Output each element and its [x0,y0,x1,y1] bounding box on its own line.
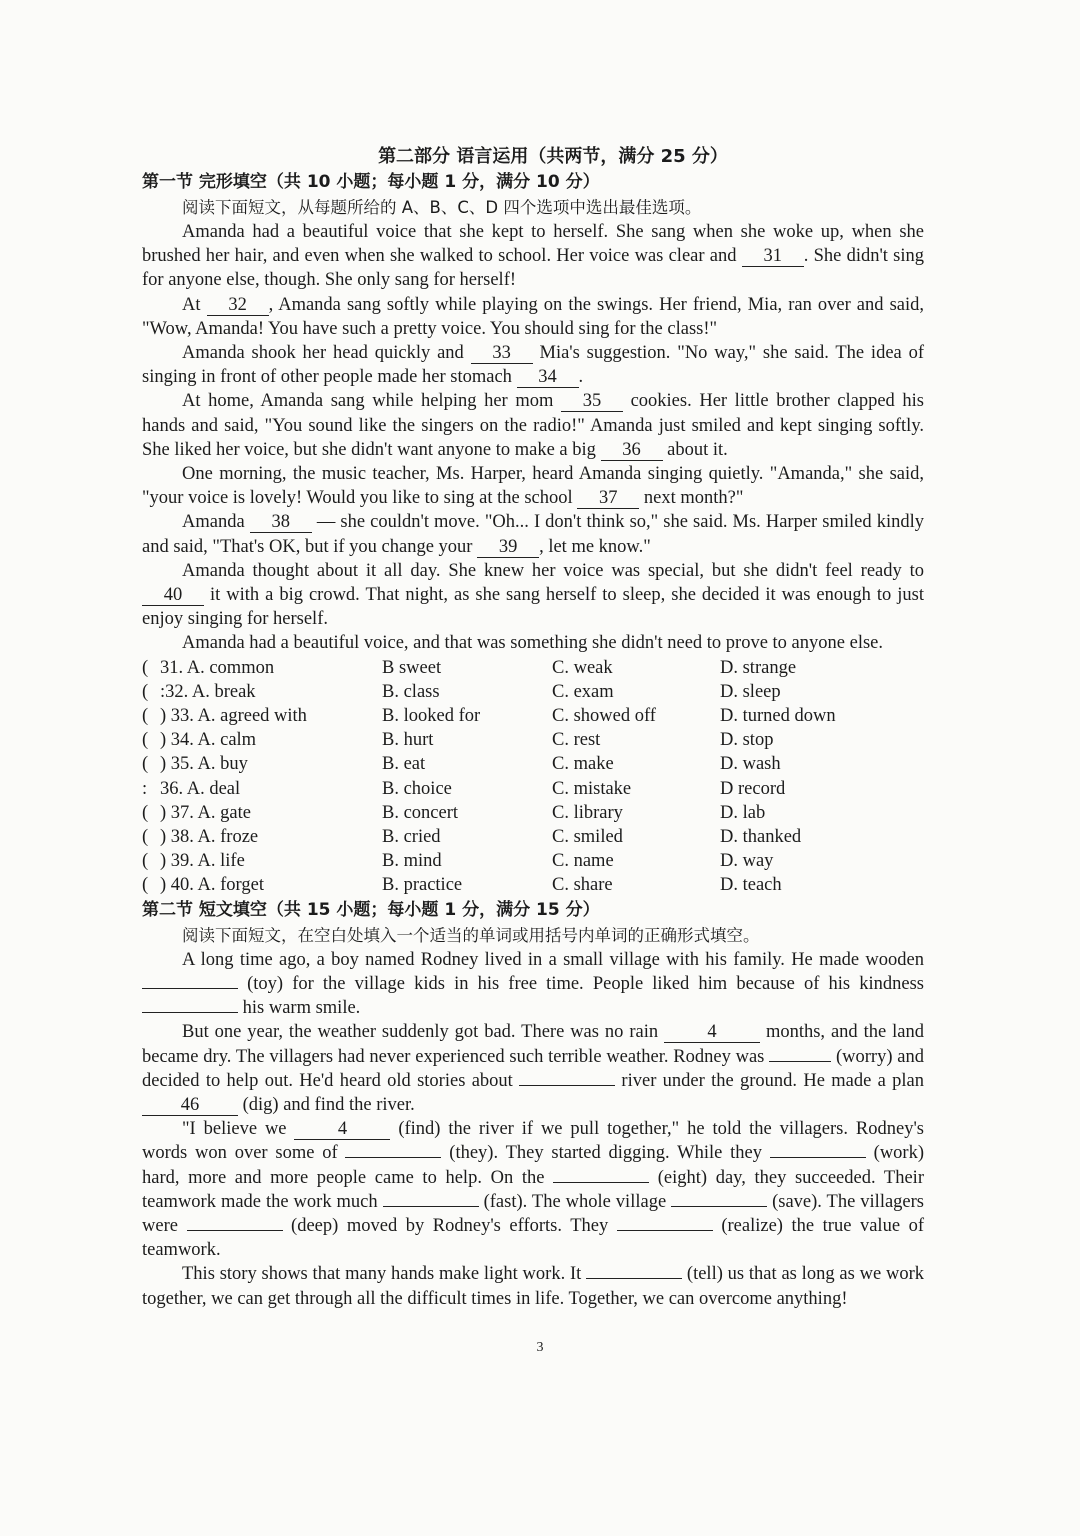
blank-49[interactable] [770,1157,866,1158]
option-b[interactable]: B. mind [382,851,442,872]
answer-paren[interactable]: ( [142,681,149,702]
blank-48[interactable] [345,1157,441,1158]
option-row [142,873,924,897]
text: , Amanda sang softly while playing on the swings. Her friend, Mia, ran over and said, "Wow, Amanda! You have such a pretty voice. You should sing for the class!" [142,294,924,339]
option-b[interactable]: B. concert [382,802,459,823]
option-a[interactable]: :32. A. break [160,681,256,702]
text: about it. [662,439,728,460]
text: "I believe we [182,1119,295,1140]
option-a[interactable]: ) 33. A. agreed with [160,706,307,727]
option-c[interactable]: C. share [552,875,613,896]
blank-42[interactable] [142,1012,238,1013]
cloze-paragraph-4 [142,389,924,462]
blank-33[interactable]: 33 [471,344,533,364]
option-d[interactable]: D. stop [720,730,774,751]
blank-55[interactable] [586,1278,682,1279]
option-c[interactable]: C. weak [552,657,613,678]
blank-40[interactable]: 40 [142,586,204,606]
option-a[interactable]: 36. A. deal [160,778,241,799]
option-b[interactable]: B. eat [382,754,426,775]
answer-paren[interactable]: ( [142,875,149,896]
text: Mia's suggestion. "No way," she said. The idea of singing in front of other people made her stomach [142,343,924,388]
option-c[interactable]: C. exam [552,681,614,702]
blank-38[interactable]: 38 [250,513,312,533]
option-b[interactable]: B. practice [382,875,463,896]
text: (they). They started digging. While they [441,1143,770,1164]
blank-31[interactable]: 31 [742,247,804,267]
blank-46[interactable]: 46 [142,1096,238,1116]
blank-39[interactable]: 39 [477,538,539,558]
option-b[interactable]: B. cried [382,827,441,848]
fill-paragraph-1 [142,948,924,1021]
option-c[interactable]: C. mistake [552,778,632,799]
text: . She didn't sing for anyone else, though. She only sang for herself! [142,246,925,291]
option-d[interactable]: D. teach [720,875,782,896]
option-row [142,825,924,849]
text: . [578,367,584,388]
text: next month?" [639,488,744,509]
blank-53[interactable] [187,1230,283,1231]
blank-34[interactable]: 34 [517,368,579,388]
option-c[interactable]: C. rest [552,730,601,751]
text: A long time ago, a boy named Rodney lived in a small village with his family. He made wooden [182,949,924,970]
blank-54[interactable] [617,1230,713,1231]
option-c[interactable]: C. make [552,754,614,775]
fill-paragraph-4 [142,1262,924,1310]
option-row [142,752,924,776]
text: At [182,294,207,315]
option-c[interactable]: C. name [552,851,614,872]
option-c[interactable]: C. showed off [552,706,656,727]
answer-paren[interactable]: ( [142,827,149,848]
text: (dig) and find the river. [238,1094,415,1115]
text: (deep) moved by Rodney's efforts. They [282,1215,617,1236]
answer-paren[interactable]: ( [142,730,149,751]
blank-35[interactable]: 35 [561,392,623,412]
section2-heading: 第二节 短文填空（共 15 小题；每小题 1 分，满分 15 分） [142,899,600,920]
fill-paragraph-3 [142,1117,924,1262]
blank-50[interactable] [553,1182,649,1183]
option-b[interactable]: B. choice [382,778,452,799]
section1-instructions: 阅读下面短文，从每题所给的 A、B、C、D 四个选项中选出最佳选项。 [182,198,702,217]
option-d[interactable]: D. turned down [720,706,836,727]
text: it with a big crowd. That night, as she sang herself to sleep, she decided it was enough to just enjoy singing for herself. [142,585,924,630]
part-title: 第二部分 语言运用（共两节，满分 25 分） [378,146,728,167]
option-b[interactable]: B sweet [382,657,442,678]
option-d[interactable]: D record [720,778,786,799]
text: Amanda shook her head quickly and [182,343,471,364]
option-c[interactable]: C. smiled [552,827,623,848]
option-a[interactable]: ) 40. A. forget [160,875,264,896]
page-number: 3 [536,1340,544,1355]
option-c[interactable]: C. library [552,802,623,823]
text: , let me know." [539,536,651,557]
option-a[interactable]: ) 37. A. gate [160,802,251,823]
text: (fast). The whole village [478,1191,672,1212]
option-d[interactable]: D. sleep [720,681,781,702]
exam-content [142,144,924,1311]
answer-paren[interactable]: ( [142,754,149,775]
text: Amanda had a beautiful voice that she kept to herself. She sang when she woke up, when she brushed her hair, and even when she walked to school. Her voice was clear and [142,222,924,267]
option-d[interactable]: D. thanked [720,827,802,848]
blank-43[interactable]: 4 [664,1023,760,1043]
option-d[interactable]: D. wash [720,754,781,775]
cloze-paragraph-2 [142,293,924,341]
blank-36[interactable]: 36 [601,441,663,461]
option-row [142,728,924,752]
text: Amanda thought about it all day. She knew her voice was special, but she didn't feel ready to [182,560,924,581]
fill-paragraph-2 [142,1020,924,1117]
blank-41[interactable] [142,988,238,989]
option-d[interactable]: D. way [720,851,774,872]
option-d[interactable]: D. strange [720,657,797,678]
option-b[interactable]: B. hurt [382,730,434,751]
option-row [142,704,924,728]
answer-paren[interactable]: ( [142,802,149,823]
text: At home, Amanda sang while helping her mom [182,391,561,412]
option-a[interactable]: ) 34. A. calm [160,730,257,751]
option-a[interactable]: ) 38. A. froze [160,827,259,848]
blank-37[interactable]: 37 [577,489,639,509]
options-table [142,656,924,898]
cloze-paragraph-8: Amanda had a beautiful voice, and that was something she didn't need to prove to anyone else. [182,633,883,654]
text: (toy) for the village kids in his free time. People liked him because of his kindness [238,973,924,994]
cloze-paragraph-6 [142,510,924,558]
text: This story shows that many hands make light work. It [182,1264,587,1285]
option-row [142,849,924,873]
cloze-paragraph-3 [142,341,924,389]
blank-45[interactable] [519,1085,615,1086]
text: river under the ground. He made a plan [615,1070,924,1091]
text: (tell) us that as long as we work together, we can get through all the difficult times in life. Together, we can overcome anything! [142,1264,924,1309]
text: But one year, the weather suddenly got bad. There was no rain [182,1022,665,1043]
blank-47[interactable]: 4 [294,1120,390,1140]
cloze-paragraph-5 [142,462,924,510]
text: (save). The villagers were [142,1191,924,1236]
text: cookies. Her little brother clapped his hands and said, "You sound like the singers on the radio!" Amanda just smiled and kept singing softly. She liked her voice, but she didn't want anyone to make a big [142,391,924,460]
blank-51[interactable] [383,1206,479,1207]
cloze-paragraph-1 [142,220,924,293]
option-row [142,801,924,825]
option-b[interactable]: B. class [382,681,440,702]
option-a[interactable]: 31. A. common [160,657,275,678]
cloze-paragraph-7 [142,559,924,632]
section1-heading: 第一节 完形填空（共 10 小题；每小题 1 分，满分 10 分） [142,172,600,192]
text: months, and the land became dry. The villagers had never experienced such terrible weather. Rodney was [142,1022,924,1067]
text: (worry) and decided to help out. He'd heard old stories about [142,1046,924,1091]
text: his warm smile. [238,998,361,1019]
blank-44[interactable] [769,1061,831,1062]
answer-paren[interactable]: : [142,778,148,799]
text: (find) the river if we pull together," he told the villagers. Rodney's words won over some of [142,1119,924,1164]
option-b[interactable]: B. looked for [382,706,481,727]
blank-32[interactable]: 32 [207,296,269,316]
option-row [142,656,924,680]
section2-instructions: 阅读下面短文，在空白处填入一个适当的单词或用括号内单词的正确形式填空。 [182,925,760,945]
text: (eight) day, they succeeded. Their teamwork made the work much [142,1167,924,1212]
answer-paren[interactable]: ( [142,851,149,872]
text: — she couldn't move. "Oh... I don't think so," she said. Ms. Harper smiled kindly and said, "That's OK, but if you change your [142,512,924,557]
option-a[interactable]: ) 39. A. life [160,851,245,872]
answer-paren[interactable]: ( [142,657,149,678]
text: Amanda [182,512,250,533]
text: (work) hard, more and more people came to help. On the [142,1143,924,1188]
option-d[interactable]: D. lab [720,802,766,823]
option-row [142,777,924,801]
blank-52[interactable] [671,1206,767,1207]
option-row [142,680,924,704]
answer-paren[interactable]: ( [142,706,149,727]
text: (realize) the true value of teamwork. [142,1215,924,1261]
text: One morning, the music teacher, Ms. Harper, heard Amanda singing quietly. "Amanda," she said, "your voice is lovely! Would you like to sing at the school [142,464,924,509]
option-a[interactable]: ) 35. A. buy [160,754,248,775]
